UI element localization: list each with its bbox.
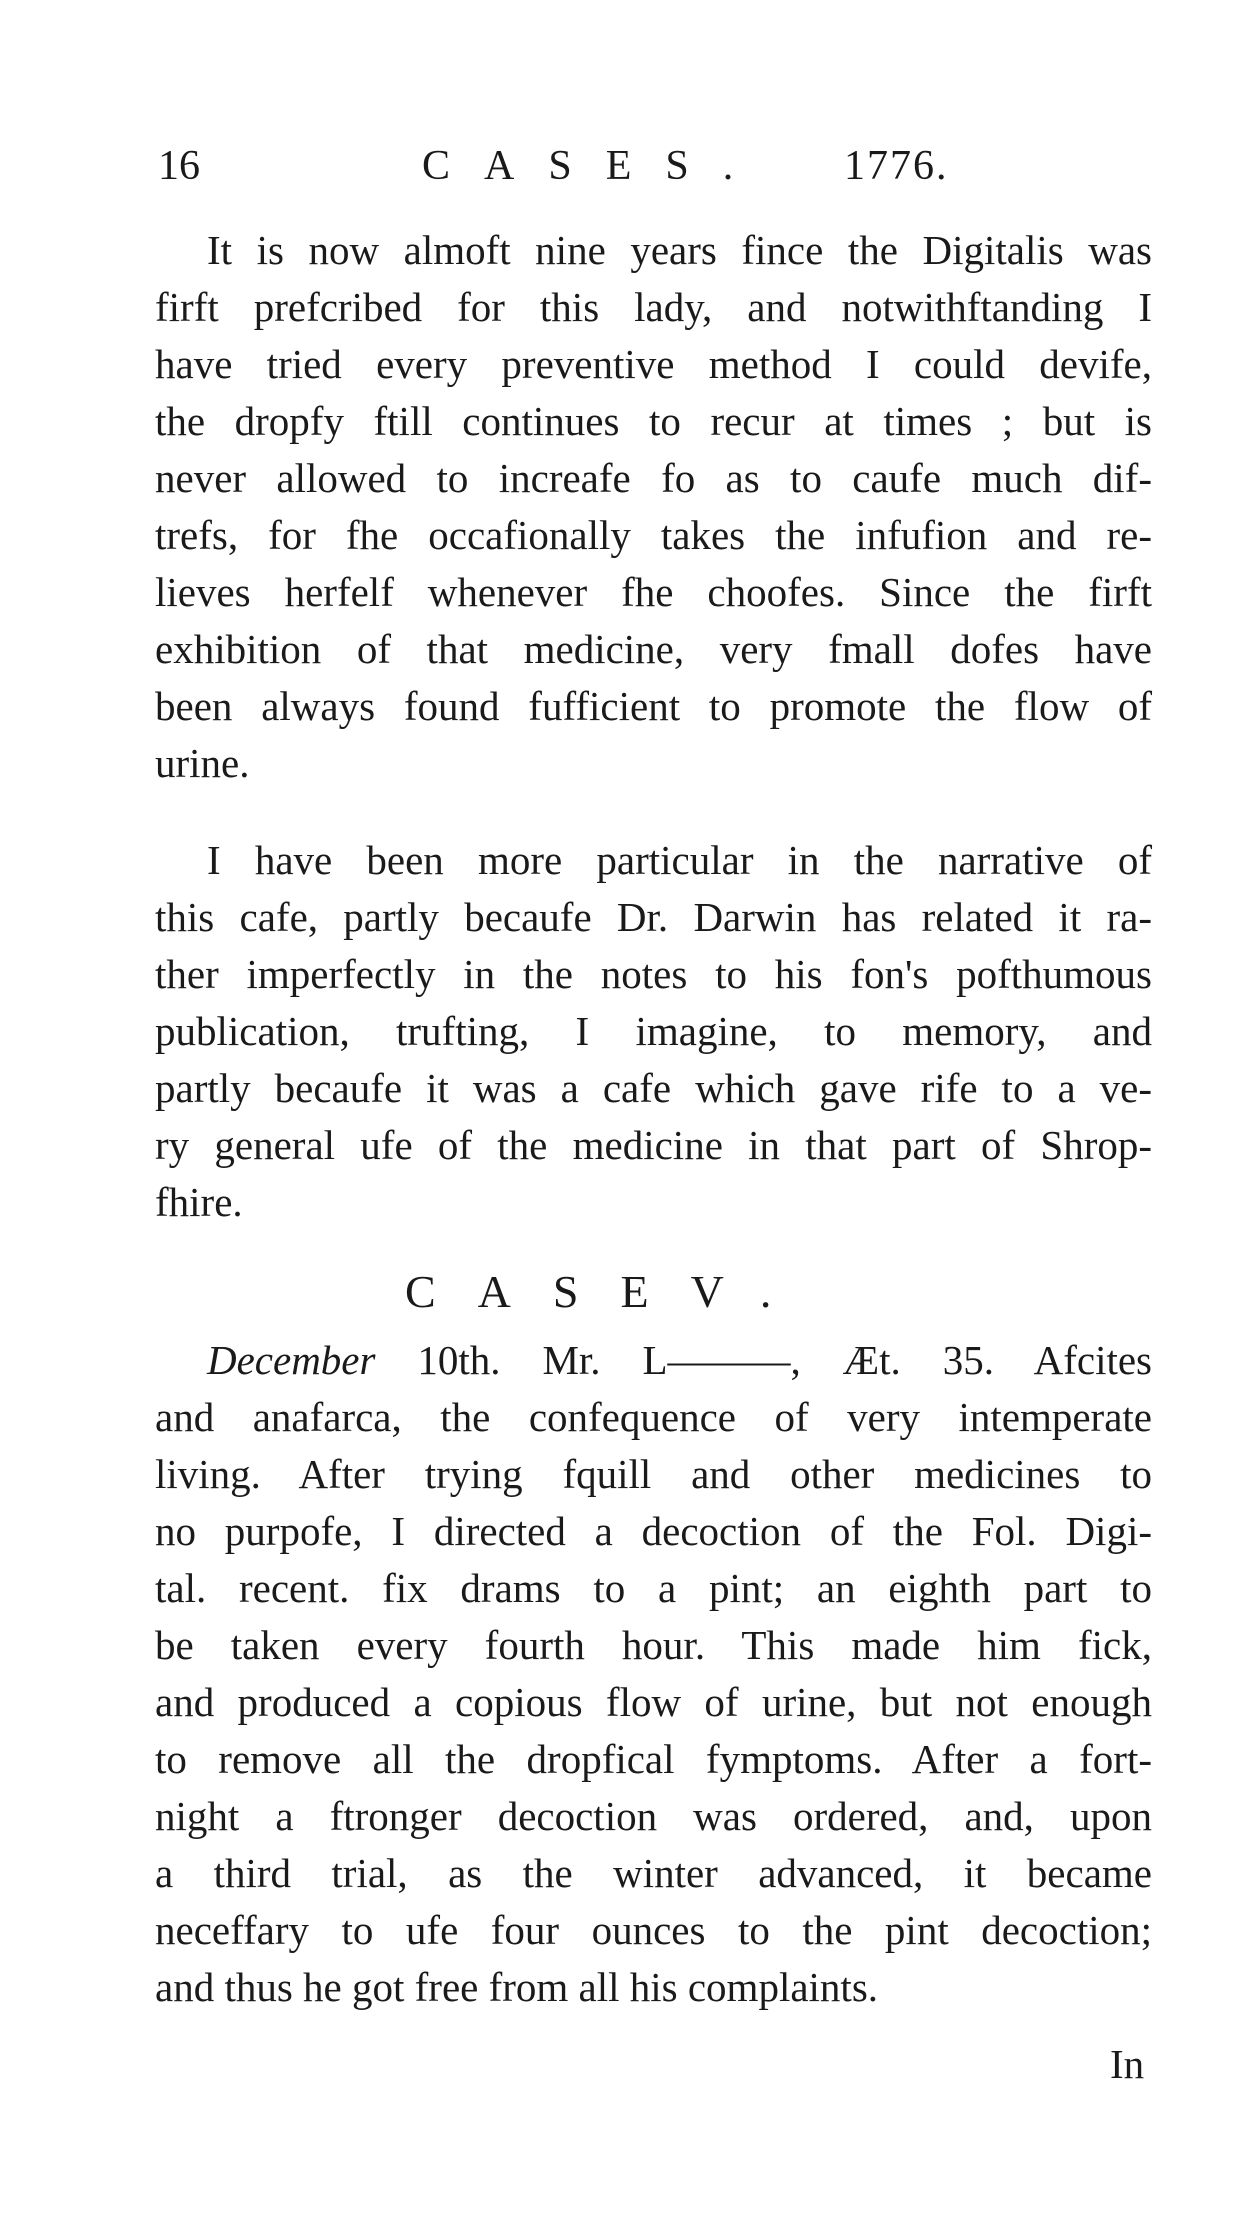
- case-intro-text: 10th. Mr. L———, Æt. 35. Afcites: [417, 1337, 1152, 1383]
- text-line: night a ftronger decoction was ordered, and, upon: [155, 1793, 1152, 1839]
- text-line: It is now almoft nine years fince the Digitalis was: [207, 227, 1152, 273]
- text-line: this cafe, partly becaufe Dr. Darwin has related it ra-: [155, 894, 1152, 940]
- text-line: been always found fufficient to promote the flow of: [155, 683, 1152, 729]
- catchword: In: [1110, 2041, 1145, 2087]
- case-date-italic: December: [207, 1337, 376, 1383]
- text-line: no purpofe, I directed a decoction of the Fol. Digi-: [155, 1508, 1152, 1554]
- text-line: fhire.: [155, 1179, 243, 1225]
- text-line: neceffary to ufe four ounces to the pint decoction;: [155, 1907, 1152, 1953]
- text-line: living. After trying fquill and other medicines to: [155, 1451, 1152, 1497]
- text-line: tal. recent. fix drams to a pint; an eighth part to: [155, 1565, 1152, 1611]
- text-line: never allowed to increafe fo as to caufe much dif-: [155, 455, 1152, 501]
- text-line: urine.: [155, 740, 250, 786]
- text-line: exhibition of that medicine, very fmall dofes have: [155, 626, 1152, 672]
- text-line: a third trial, as the winter advanced, it became: [155, 1850, 1152, 1896]
- text-line: to remove all the dropfical fymptoms. After a fort-: [155, 1736, 1152, 1782]
- text-line: and thus he got free from all his complaints.: [155, 1964, 879, 2010]
- text-line: ther imperfectly in the notes to his fon's pofthumous: [155, 951, 1152, 997]
- paragraph-case-five: [155, 1332, 1152, 2016]
- page-number: 16: [158, 143, 200, 189]
- text-line: lieves herfelf whenever fhe choofes. Since the firft: [155, 569, 1152, 615]
- paragraph-digitalis-lady: [155, 222, 1152, 792]
- text-line: be taken every fourth hour. This made him fick,: [155, 1622, 1152, 1668]
- text-line: I have been more particular in the narrative of: [207, 837, 1152, 883]
- text-line: firft prefcribed for this lady, and notwithftanding I: [155, 284, 1152, 330]
- case-heading-numeral: V.: [690, 1266, 814, 1317]
- page-header: [152, 140, 1152, 200]
- text-line: the dropfy ftill continues to recur at times ; but is: [155, 398, 1152, 444]
- case-heading: [405, 1262, 813, 1322]
- text-line: have tried every preventive method I could devife,: [155, 341, 1152, 387]
- text-line: and produced a copious flow of urine, but not enough: [155, 1679, 1152, 1725]
- header-year: 1776.: [844, 143, 949, 189]
- text-line: ry general ufe of the medicine in that part of Shrop-: [155, 1122, 1152, 1168]
- running-head: CASES.: [422, 143, 768, 189]
- text-line: partly becaufe it was a cafe which gave rife to a ve-: [155, 1065, 1152, 1111]
- text-line-first: [155, 1332, 1152, 1389]
- paragraph-narrative: [155, 832, 1152, 1231]
- text-line: and anafarca, the confequence of very intemperate: [155, 1394, 1152, 1440]
- text-line: trefs, for fhe occafionally takes the infufion and re-: [155, 512, 1152, 558]
- case-heading-word: CASE: [405, 1266, 691, 1317]
- text-line: publication, trufting, I imagine, to memory, and: [155, 1008, 1152, 1054]
